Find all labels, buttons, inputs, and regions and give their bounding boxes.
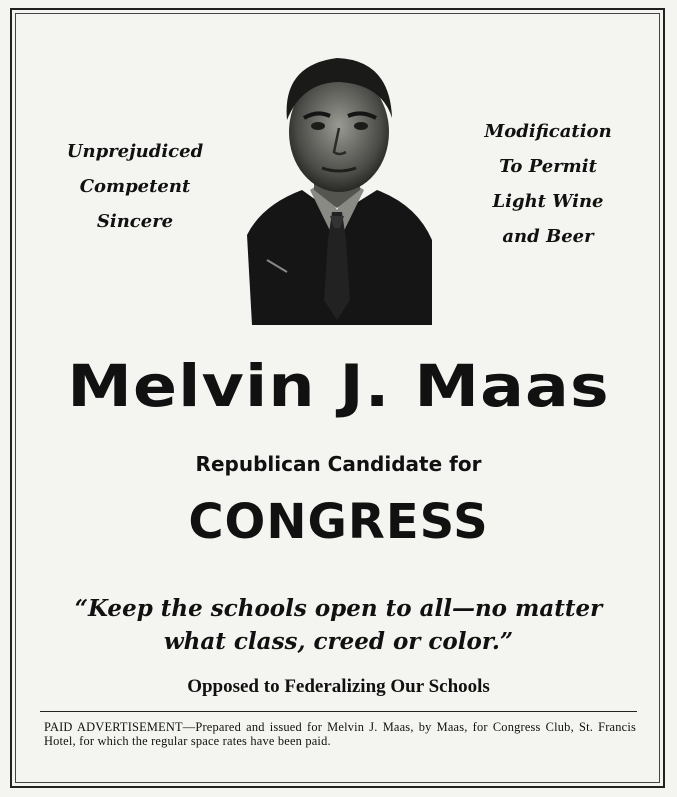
opposed-statement: Opposed to Federalizing Our Schools xyxy=(187,676,490,697)
slogan-unprejudiced: Unprejudiced xyxy=(66,141,204,162)
paid-advertisement-disclaimer: PAID ADVERTISEMENT—Prepared and issued for Melvin J. Maas, by Maas, for Congress Club, St. Francis Hotel, for which the regular space rates have been paid. xyxy=(44,720,636,748)
candidate-portrait xyxy=(242,40,437,330)
campaign-quote xyxy=(30,592,647,658)
quote-line-1: “Keep the schools open to all—no matter xyxy=(74,595,603,622)
slogan-sincere: Sincere xyxy=(96,211,174,232)
divider-rule xyxy=(40,711,637,712)
candidate-subtitle: Republican Candidate for xyxy=(195,452,482,476)
slogan-light-wine: Light Wine xyxy=(492,191,604,212)
slogan-modification: Modification xyxy=(484,121,612,142)
quote-line-2: what class, creed or color.” xyxy=(163,628,514,655)
right-slogans xyxy=(448,114,648,254)
office-title: CONGRESS xyxy=(188,494,489,550)
slogan-to-permit: To Permit xyxy=(499,156,597,177)
slogan-competent: Competent xyxy=(79,176,191,197)
slogan-and-beer: and Beer xyxy=(502,226,594,247)
left-slogans xyxy=(40,134,230,239)
candidate-name: Melvin J. Maas xyxy=(67,352,610,420)
